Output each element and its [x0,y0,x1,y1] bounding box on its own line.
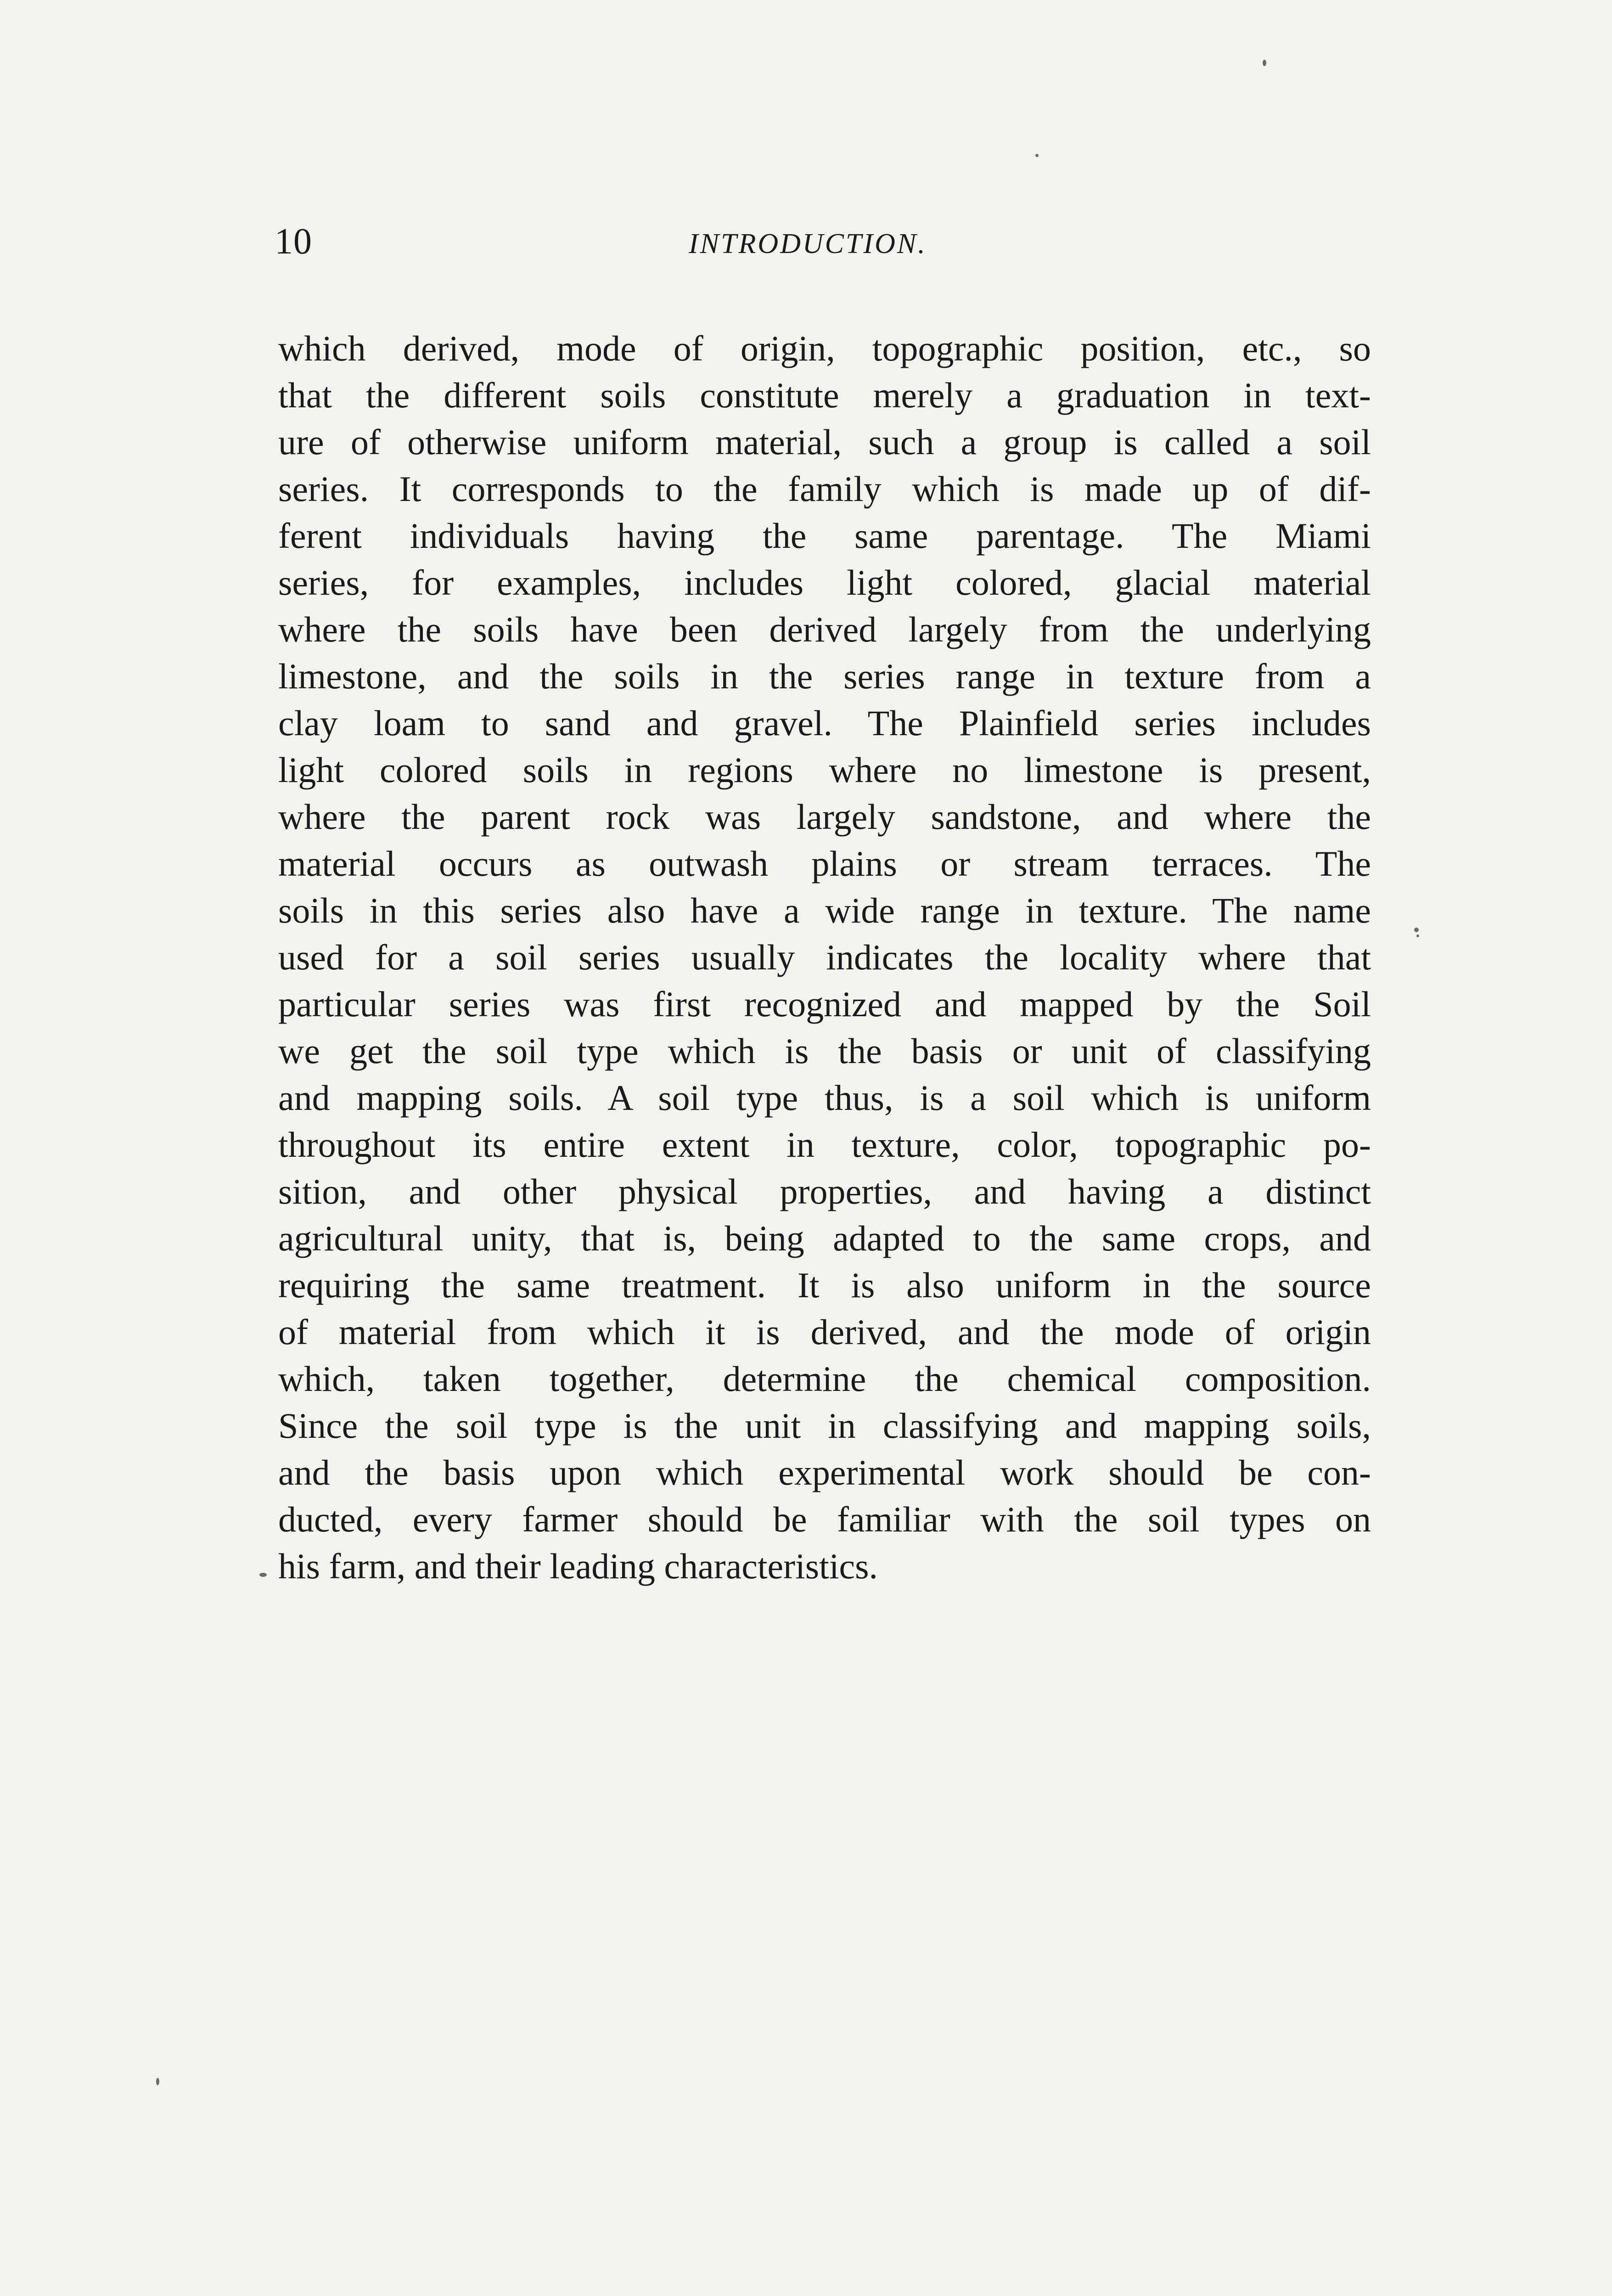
text-line: material occurs as outwash plains or stream terraces. The [278,844,1371,884]
text-line: requiring the same treatment. It is also uniform in the source [278,1265,1371,1305]
text-line: ferent individuals having the same parentage. The Miami [278,516,1371,556]
text-line: limestone, and the soils in the series range in texture from a [278,656,1371,696]
text-line: which derived, mode of origin, topographic position, etc., so [278,328,1371,368]
text-line: where the soils have been derived largely from the underlying [278,609,1371,649]
scan-speck [259,1573,267,1577]
text-line: Since the soil type is the unit in classifying and mapping soils, [278,1406,1371,1446]
text-line: where the parent rock was largely sandstone, and where the [278,797,1371,837]
body-paragraph [278,325,1371,1590]
text-line: agricultural unity, that is, being adapted to the same crops, and [278,1218,1371,1258]
text-line: particular series was first recognized and mapped by the Soil [278,984,1371,1024]
text-line: light colored soils in regions where no limestone is present, [278,750,1371,790]
scan-speck [1035,154,1039,157]
text-line: that the different soils constitute merely a graduation in text- [278,375,1371,415]
text-line: ure of otherwise uniform material, such a group is called a soil [278,422,1371,462]
text-line: which, taken together, determine the chemical composition. [278,1359,1371,1399]
text-line: his farm, and their leading characteristics. [278,1546,878,1586]
scan-speck [1416,934,1419,937]
text-line: used for a soil series usually indicates the locality where that [278,937,1371,977]
text-line: and the basis upon which experimental work should be con- [278,1452,1371,1492]
text-line: we get the soil type which is the basis or unit of classifying [278,1031,1371,1071]
scan-speck [156,2078,159,2085]
text-line: of material from which it is derived, and the mode of origin [278,1312,1371,1352]
running-head: INTRODUCTION. [689,228,927,259]
text-line: soils in this series also have a wide range in texture. The name [278,890,1371,930]
text-line: ducted, every farmer should be familiar with the soil types on [278,1499,1371,1539]
text-line: sition, and other physical properties, and having a distinct [278,1171,1371,1211]
text-line: throughout its entire extent in texture, color, topographic po- [278,1125,1371,1165]
text-line: series. It corresponds to the family which is made up of dif- [278,469,1371,509]
text-line: clay loam to sand and gravel. The Plainfield series includes [278,703,1371,743]
scan-speck [1414,928,1419,932]
text-line: series, for examples, includes light colored, glacial material [278,563,1371,602]
page-number: 10 [275,221,312,262]
text-line: and mapping soils. A soil type thus, is a soil which is uniform [278,1078,1371,1118]
scan-speck [1263,60,1266,66]
